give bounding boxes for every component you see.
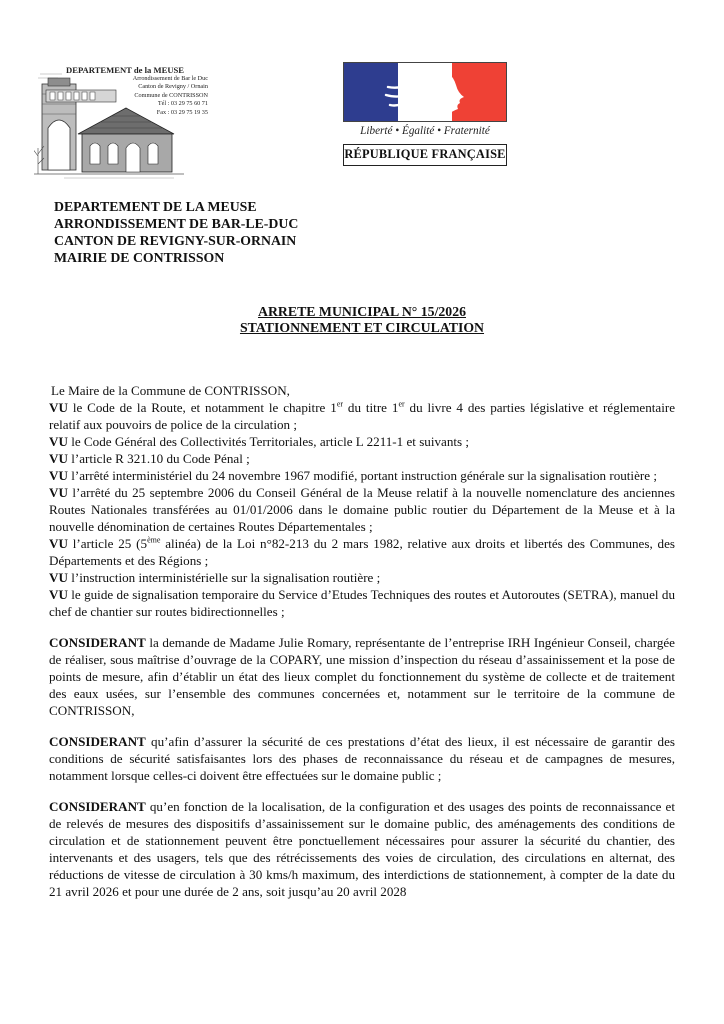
republic-name: RÉPUBLIQUE FRANÇAISE <box>343 144 507 166</box>
stamp-line: Fax : 03 29 75 19 35 <box>156 108 208 116</box>
vu-text: le Code Général des Collectivités Territoriales, article L 2211-1 et suivants ; <box>67 434 470 449</box>
vu-text: l’article 25 (5 <box>67 536 148 551</box>
superscript: er <box>336 399 344 409</box>
superscript: er <box>398 399 405 409</box>
vu-text: l’arrêté du 25 septembre 2006 du Conseil Général de la Meuse relatif à la nouvelle nomenclature des anciennes Routes Nationales transférées au 01/01/2006 dans le domaine public routier du Département de la Meuse et à la nouvelle dénomination de certaines Routes Départementales ; <box>49 485 675 534</box>
republic-motto: Liberté • Égalité • Fraternité <box>360 125 490 137</box>
title-line-1: ARRETE MUNICIPAL N° 15/2026 <box>257 304 466 319</box>
considerant-label: CONSIDERANT <box>49 635 146 650</box>
considerant-text: la demande de Madame Julie Romary, représentante de l’entreprise IRH Ingénieur Conseil, chargée de réaliser, sous maîtrise d’ouvrage de la COPARY, une mission d’inspection du réseau d’assainissement et la pose de points de mesure, afin d’établir un état des lieux complet du fonctionnement du système de collecte et de traitement des eaux usées, sur l’ensemble des communes concernées et, notamment sur le territoire de la commune de CONTRISSON, <box>49 635 675 718</box>
vu-paragraph <box>49 535 675 569</box>
intro-paragraph: Le Maire de la Commune de CONTRISSON, <box>51 383 290 398</box>
vu-text: du livre 4 des parties législative et réglementaire relatif aux pouvoirs de police de la circulation ; <box>49 400 676 432</box>
marianne-icon <box>344 63 506 121</box>
vu-paragraph <box>49 399 675 433</box>
considerant-paragraph <box>49 798 675 900</box>
header-line: DEPARTEMENT DE LA MEUSE <box>54 199 257 214</box>
vu-paragraph <box>49 569 675 586</box>
vu-label: VU <box>49 468 68 483</box>
vu-paragraph <box>49 586 675 620</box>
stamp-line: Canton de Revigny / Ornain <box>138 83 208 91</box>
header-line: MAIRIE DE CONTRISSON <box>54 250 225 265</box>
vu-paragraph <box>49 484 675 535</box>
administrative-header <box>54 198 298 266</box>
spacer <box>49 784 675 798</box>
title-line-2: STATIONNEMENT ET CIRCULATION <box>239 320 485 335</box>
vu-label: VU <box>49 536 68 551</box>
vu-text: l’instruction interministérielle sur la signalisation routière ; <box>67 570 381 585</box>
vu-paragraph <box>49 467 675 484</box>
stamp-line: Tél : 03 29 75 60 71 <box>157 100 208 108</box>
vu-label: VU <box>49 485 68 500</box>
spacer <box>49 620 675 634</box>
vu-paragraph <box>49 450 675 467</box>
document-title <box>0 304 724 336</box>
vu-label: VU <box>49 400 68 415</box>
header-line: ARRONDISSEMENT DE BAR-LE-DUC <box>54 216 299 231</box>
considerant-paragraph <box>49 634 675 719</box>
considerant-paragraph <box>49 733 675 784</box>
vu-text: l’arrêté interministériel du 24 novembre 1967 modifié, portant instruction générale sur la signalisation routière ; <box>67 468 657 483</box>
stamp-line: Commune de CONTRISSON <box>134 91 208 99</box>
stamp-title: DEPARTEMENT de la MEUSE <box>66 65 185 75</box>
considerant-label: CONSIDERANT <box>49 734 146 749</box>
vu-text: le Code de la Route, et notamment le chapitre 1 <box>67 400 337 415</box>
republique-francaise-logo <box>343 62 507 166</box>
vu-label: VU <box>49 451 68 466</box>
vu-label: VU <box>49 570 68 585</box>
superscript: ème <box>147 535 161 545</box>
vu-text: l’article R 321.10 du Code Pénal ; <box>67 451 250 466</box>
considerant-label: CONSIDERANT <box>49 799 146 814</box>
vu-text: du titre 1 <box>343 400 399 415</box>
vu-text: alinéa) de la Loi n°82-213 du 2 mars 1982, relative aux droits et libertés des Communes, des Départements et des Régions ; <box>49 536 675 568</box>
spacer <box>49 719 675 733</box>
stamp-line: Arrondissement de Bar le Duc <box>132 74 208 82</box>
document-body <box>49 382 675 900</box>
vu-text: le guide de signalisation temporaire du Service d’Etudes Techniques des routes et Autoroutes (SETRA), manuel du chef de chantier sur routes bidirectionnelles ; <box>49 587 675 619</box>
commune-stamp <box>34 64 208 182</box>
marianne-flag <box>343 62 507 122</box>
considerant-text: qu’en fonction de la localisation, de la configuration et des usages des points de reconnaissance et de relevés de mesures des dispositifs d’assainissement sur le domaine public, des aménagements des conditions de circulation et de stationnement peuvent être ponctuellement nécessaires pour assurer la sécurité du chantier, des intervenants et des usagers, tels que des rétrécissements des voies de circulation, des circulations en alternat, des réductions de vitesse de circulation à 30 kms/h maximum, des interdictions de stationnement, à compter de la date du 21 avril 2026 et pour une durée de 2 ans, soit jusqu’au 20 avril 2028 <box>49 799 675 899</box>
vu-label: VU <box>49 434 68 449</box>
stamp-text <box>60 66 210 118</box>
considerant-text: qu’afin d’assurer la sécurité de ces prestations d’état des lieux, il est nécessaire de garantir des conditions de sécurité satisfaisantes lors des phases de reconnaissance du réseau et de campagnes de mesures, notamment lorsque celles-ci doivent être effectuées sur le domaine public ; <box>49 734 675 783</box>
vu-label: VU <box>49 587 68 602</box>
header-line: CANTON DE REVIGNY-SUR-ORNAIN <box>54 233 297 248</box>
vu-paragraph <box>49 433 675 450</box>
